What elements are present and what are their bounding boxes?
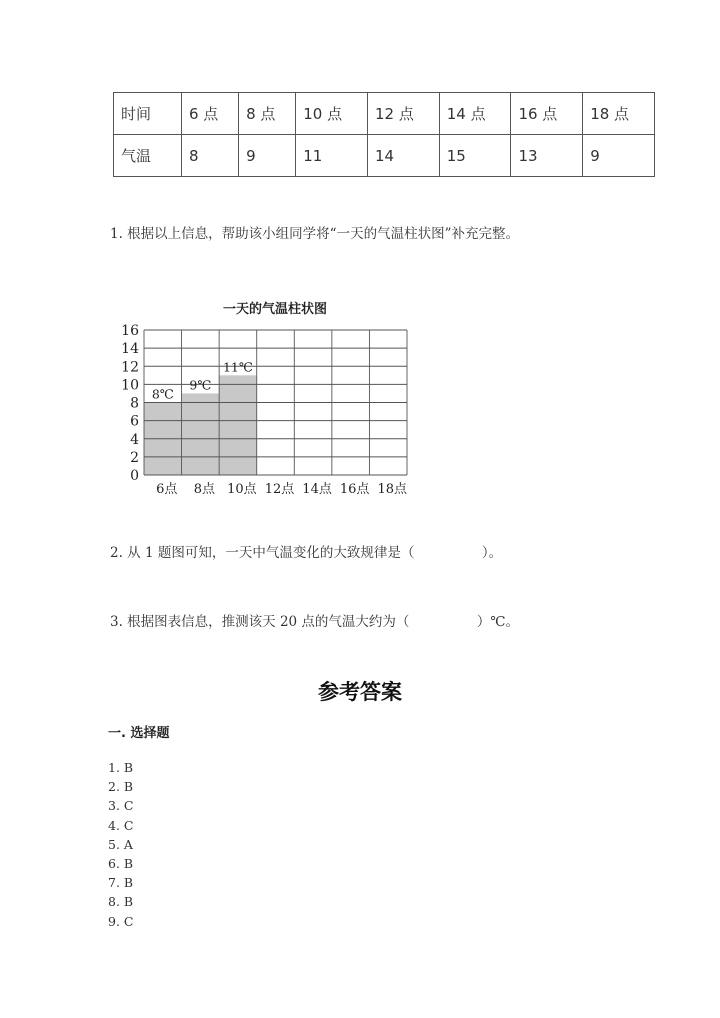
question-3: 3. 根据图表信息，推测该天 20 点的气温大约为（ ）℃。 — [110, 614, 520, 630]
chart-title: 一天的气温柱状图 — [222, 302, 327, 317]
table-header-time: 时间 — [114, 93, 182, 135]
answer-item: 4. C — [108, 817, 134, 833]
x-tick-label: 14点 — [302, 482, 332, 497]
y-tick-label: 16 — [121, 323, 139, 339]
y-tick-label: 0 — [130, 468, 139, 484]
answer-key-title: 参考答案 — [318, 680, 402, 704]
y-tick-label: 4 — [130, 431, 139, 448]
answer-item: 1. B — [108, 760, 134, 775]
x-tick-label: 10点 — [227, 482, 257, 497]
x-tick-label: 18点 — [377, 482, 407, 497]
table-cell: 9 — [583, 135, 655, 177]
table-cell: 13 — [511, 135, 583, 177]
y-tick-label: 10 — [121, 377, 139, 394]
answer-list — [108, 758, 133, 931]
section-heading: 一. 选择题 — [108, 726, 170, 741]
y-tick-label: 8 — [130, 395, 139, 412]
table-cell: 16 点 — [511, 93, 583, 135]
table-cell: 6 点 — [182, 93, 239, 135]
bar-value-label: 11℃ — [222, 359, 253, 375]
table-cell: 14 — [367, 135, 439, 177]
y-tick-label: 12 — [121, 359, 139, 376]
bar-value-label: 9℃ — [189, 377, 212, 393]
table-cell: 12 点 — [367, 93, 439, 135]
table-cell: 10 点 — [296, 93, 368, 135]
y-tick-label: 6 — [130, 413, 139, 430]
answer-item: 3. C — [108, 798, 134, 814]
y-tick-label: 2 — [130, 449, 139, 466]
answer-item: 6. B — [108, 855, 134, 871]
table-cell: 9 — [239, 135, 296, 177]
answer-item: 8. B — [108, 894, 134, 910]
question-1: 1. 根据以上信息，帮助该小组同学将“一天的气温柱状图”补充完整。 — [110, 226, 519, 242]
bar-value-label: 8℃ — [151, 386, 174, 402]
table-cell: 8 点 — [239, 93, 296, 135]
bar — [219, 375, 257, 475]
table-cell: 11 — [296, 135, 368, 177]
question-2: 2. 从 1 题图可知，一天中气温变化的大致规律是（ ）。 — [110, 545, 503, 561]
table-cell: 8 — [182, 135, 239, 177]
x-tick-label: 12点 — [264, 482, 295, 497]
table-cell: 18 点 — [583, 93, 655, 135]
x-tick-label: 16点 — [339, 482, 370, 497]
answer-item: 9. C — [108, 913, 134, 929]
table-cell: 15 — [439, 135, 511, 177]
x-tick-label: 8点 — [193, 482, 215, 497]
table-cell: 14 点 — [439, 93, 511, 135]
y-tick-label: 14 — [121, 341, 139, 358]
x-tick-label: 6点 — [156, 482, 178, 497]
answer-item: 2. B — [108, 779, 134, 795]
answer-item: 5. A — [108, 836, 133, 852]
bar — [182, 393, 220, 475]
table-header-temp: 气温 — [114, 135, 182, 177]
answer-item: 7. B — [108, 875, 134, 891]
